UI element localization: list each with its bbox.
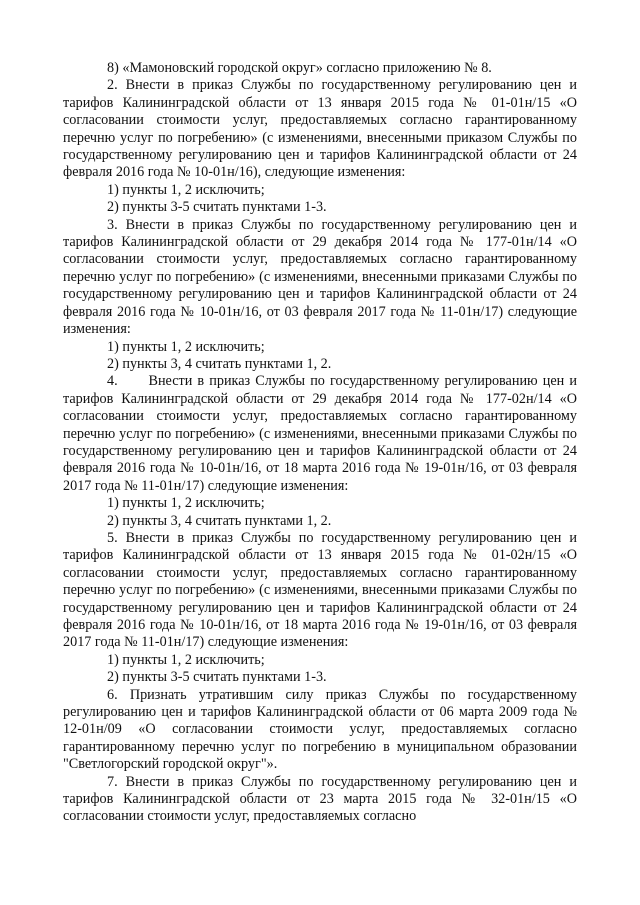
- paragraph: 6. Признать утратившим силу приказ Службы по государственному регулированию цен и тарифов Калининградской области от 06 марта 2009 года № 12-01н/09 «О согласовании стоимости услуг, предоставляемых согласно гарантированному перечню услуг по погребению в муниципальном образовании "Светлогорский городской округ"».: [63, 686, 577, 773]
- paragraph: 4. Внести в приказ Службы по государственному регулированию цен и тарифов Калининградской области от 29 декабря 2014 года № 177-02н/14 «О согласовании стоимости услуг, предоставляемых согласно гарантированному перечню услуг по погребению» (с изменениями, внесенными приказами Службы по государственному регулированию цен и тарифов Калининградской области от 24 февраля 2016 года № 10-01н/16, от 18 марта 2016 года № 19-01н/16, от 03 февраля 2017 года № 11-01н/17) следующие изменения:: [63, 373, 577, 494]
- list-item: 2) пункты 3-5 считать пунктами 1-3.: [107, 199, 327, 216]
- paragraph: 3. Внести в приказ Службы по государственному регулированию цен и тарифов Калининградской области от 29 декабря 2014 года № 177-01н/14 «О согласовании стоимости услуг, предоставляемых согласно гарантированному перечню услуг по погребению» (с изменениями, внесенными приказами Службы по государственному регулированию цен и тарифов Калининградской области от 24 февраля 2016 года № 10-01н/16, от 03 февраля 2017 года № 11-01н/17) следующие изменения:: [63, 216, 577, 338]
- list-item: 1) пункты 1, 2 исключить;: [107, 651, 265, 668]
- paragraph: 2. Внести в приказ Службы по государственному регулированию цен и тарифов Калининградской области от 13 января 2015 года № 01-01н/15 «О согласовании стоимости услуг, предоставляемых согласно гарантированному перечню услуг по погребению» (с изменениями, внесенными приказом Службы по государственному регулированию цен и тарифов Калининградской области от 24 февраля 2016 года № 10-01н/16), следующие изменения:: [63, 77, 577, 181]
- paragraph: 7. Внести в приказ Службы по государственному регулированию цен и тарифов Калининградской области от 23 марта 2015 года № 32-01н/15 «О согласовании стоимости услуг, предоставляемых согласно: [63, 773, 577, 825]
- list-item: 2) пункты 3-5 считать пунктами 1-3.: [107, 669, 327, 686]
- list-item: 2) пункты 3, 4 считать пунктами 1, 2.: [107, 355, 332, 372]
- paragraph: 8) «Мамоновский городской округ» согласно приложению № 8.: [107, 60, 492, 76]
- list-item: 1) пункты 1, 2 исключить;: [107, 181, 265, 198]
- list-item: 1) пункты 1, 2 исключить;: [107, 495, 265, 512]
- paragraph: 5. Внести в приказ Службы по государственному регулированию цен и тарифов Калининградской области от 13 января 2015 года № 01-02н/15 «О согласовании стоимости услуг, предоставляемых согласно гарантированному перечню услуг по погребению» (с изменениями, внесенными приказами Службы по государственному регулированию цен и тарифов Калининградской области от 24 февраля 2016 года № 10-01н/16, от 18 марта 2016 года № 19-01н/16, от 03 февраля 2017 года № 11-01н/17) следующие изменения:: [63, 529, 577, 651]
- list-item: 1) пункты 1, 2 исключить;: [107, 338, 265, 355]
- document-body: [63, 60, 577, 826]
- list-item: 2) пункты 3, 4 считать пунктами 1, 2.: [107, 512, 332, 529]
